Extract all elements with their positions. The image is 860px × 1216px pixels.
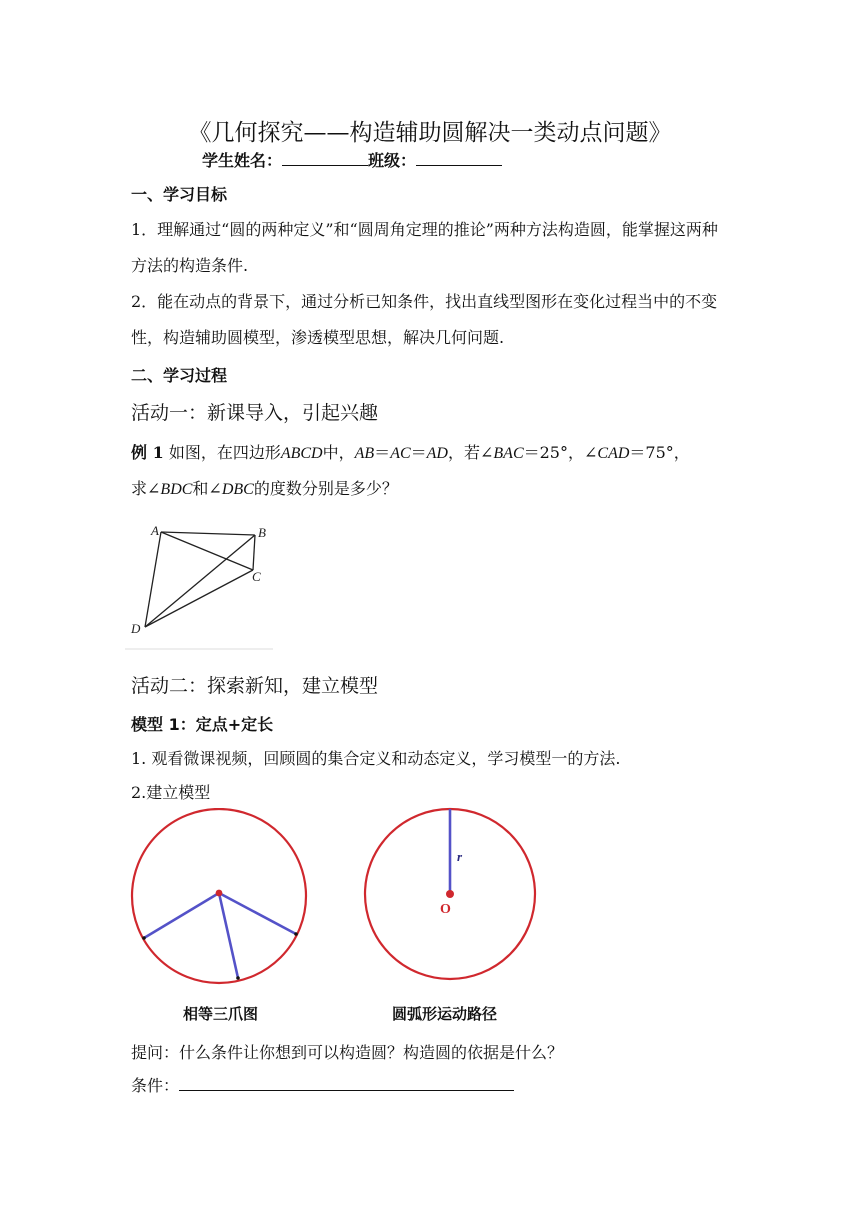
example-text: ，若∠ <box>447 443 494 462</box>
example-text: ＝ <box>410 443 427 462</box>
example-ab: AB <box>354 445 375 462</box>
example-abcd: ABCD <box>280 445 323 462</box>
center-point <box>216 890 223 897</box>
example-bdc: BDC <box>160 481 193 498</box>
example-text: ＝ <box>374 443 391 462</box>
example-text: 中， <box>322 443 355 462</box>
claw-segment <box>144 893 219 938</box>
figure-1-caption: 相等三爪图 <box>183 1005 259 1023</box>
equal-claws-figure <box>128 808 310 988</box>
endpoint <box>142 936 146 940</box>
student-name-blank[interactable] <box>282 151 368 166</box>
arc-path-figure <box>362 806 540 984</box>
student-info-line <box>202 148 502 171</box>
activity-2-heading: 活动二：探索新知，建立模型 <box>131 675 379 697</box>
segment-ab <box>161 532 255 535</box>
label-d: D <box>131 621 141 636</box>
example-text: ＝25°，∠ <box>523 443 598 462</box>
example-bac: BAC <box>493 445 524 462</box>
class-blank[interactable] <box>416 151 502 166</box>
label-c: C <box>252 569 261 584</box>
example-label: 例 1 <box>131 443 164 462</box>
class-label: 班级： <box>368 151 417 170</box>
example-ad: AD <box>426 445 448 462</box>
page-title: 《几何探究——构造辅助圆解决一类动点问题》 <box>188 120 672 146</box>
segment-bc <box>253 535 255 570</box>
example-text: 如图，在四边形 <box>168 443 281 462</box>
example-dbc: DBC <box>221 481 254 498</box>
goal-item-1: 1．理解通过“圆的两种定义”和“圆周角定理的推论”两种方法构造圆，能掌握这两种方法的构造条件. <box>131 220 718 275</box>
example-text: 的度数分别是多少？ <box>253 479 398 498</box>
step-1-text: 1. 观看微课视频，回顾圆的集合定义和动态定义，学习模型一的方法. <box>131 749 621 768</box>
activity-1-heading: 活动一：新课导入，引起兴趣 <box>131 402 379 424</box>
student-name-label: 学生姓名： <box>202 151 283 170</box>
segment-ac <box>161 532 253 570</box>
example-1-line-1 <box>131 440 690 463</box>
segment-cd <box>145 570 253 627</box>
condition-blank[interactable] <box>179 1076 514 1091</box>
claw-segment <box>219 893 296 934</box>
figure-2-caption: 圆弧形运动路径 <box>392 1005 498 1023</box>
center-label: O <box>440 902 451 917</box>
question-text: 提问：什么条件让你想到可以构造圆？构造圆的依据是什么？ <box>131 1043 564 1062</box>
condition-label: 条件： <box>131 1076 180 1095</box>
label-a: A <box>151 523 159 538</box>
segment-ad <box>145 532 161 627</box>
endpoint <box>294 932 298 936</box>
quadrilateral-figure <box>125 515 275 650</box>
radius-label: r <box>457 849 463 864</box>
example-text: 求∠ <box>131 479 161 498</box>
condition-line <box>131 1073 514 1096</box>
example-1-line-2 <box>131 476 398 499</box>
claw-segment <box>219 893 238 978</box>
example-text: 和∠ <box>192 479 222 498</box>
center-point <box>446 890 454 898</box>
example-text: ＝75°， <box>629 443 690 462</box>
example-ac: AC <box>390 445 411 462</box>
step-2-text: 2.建立模型 <box>131 783 211 802</box>
example-cad: CAD <box>597 445 630 462</box>
label-b: B <box>258 525 266 540</box>
section-heading-process: 二、学习过程 <box>131 366 228 385</box>
section-heading-goals: 一、学习目标 <box>131 185 228 204</box>
model-1-label: 模型 1：定点+定长 <box>131 715 274 734</box>
goal-item-2: 2．能在动点的背景下，通过分析已知条件，找出直线型图形在变化过程当中的不变性，构造辅助圆模型，渗透模型思想，解决几何问题. <box>131 292 718 347</box>
endpoint <box>236 976 240 980</box>
